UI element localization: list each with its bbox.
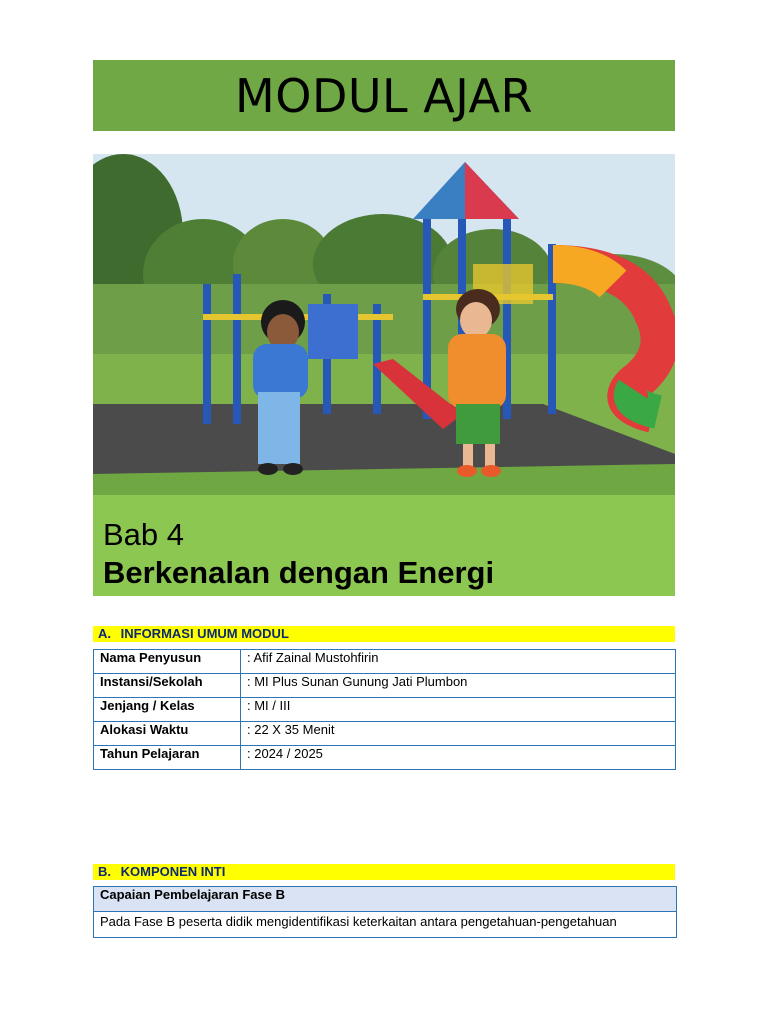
row-label: Jenjang / Kelas xyxy=(94,698,241,722)
cover-illustration xyxy=(93,154,675,495)
chapter-banner xyxy=(93,495,675,596)
section-a-title: INFORMASI UMUM MODUL xyxy=(120,626,289,641)
row-value: : 2024 / 2025 xyxy=(241,746,676,770)
playground-image xyxy=(93,154,675,495)
row-label: Alokasi Waktu xyxy=(94,722,241,746)
row-label: Tahun Pelajaran xyxy=(94,746,241,770)
row-value: : MI Plus Sunan Gunung Jati Plumbon xyxy=(241,674,676,698)
section-b-letter: B. xyxy=(98,864,111,879)
row-value: : MI / III xyxy=(241,698,676,722)
row-label: Nama Penyusun xyxy=(94,650,241,674)
table-row xyxy=(94,722,676,746)
table-row xyxy=(94,674,676,698)
row-value: : Afif Zainal Mustohfirin xyxy=(241,650,676,674)
chapter-title: Berkenalan dengan Energi xyxy=(103,555,495,590)
section-b-title: KOMPONEN INTI xyxy=(120,864,226,879)
learning-outcome-heading: Capaian Pembelajaran Fase B xyxy=(94,887,676,912)
table-row xyxy=(94,650,676,674)
learning-outcome-text: Pada Fase B peserta didik mengidentifikasi keterkaitan antara pengetahuan-pengetahuan xyxy=(100,914,617,929)
row-label: Instansi/Sekolah xyxy=(94,674,241,698)
title-banner xyxy=(93,60,675,131)
row-value: : 22 X 35 Menit xyxy=(241,722,676,746)
learning-outcome-box xyxy=(93,886,677,938)
section-b-heading xyxy=(93,864,675,880)
section-a-heading xyxy=(93,626,675,642)
chapter-number: Bab 4 xyxy=(103,517,185,552)
section-a-letter: A. xyxy=(98,626,111,641)
page-title: MODUL AJAR xyxy=(235,68,533,123)
general-info-table xyxy=(93,649,676,770)
table-row xyxy=(94,698,676,722)
table-row xyxy=(94,746,676,770)
